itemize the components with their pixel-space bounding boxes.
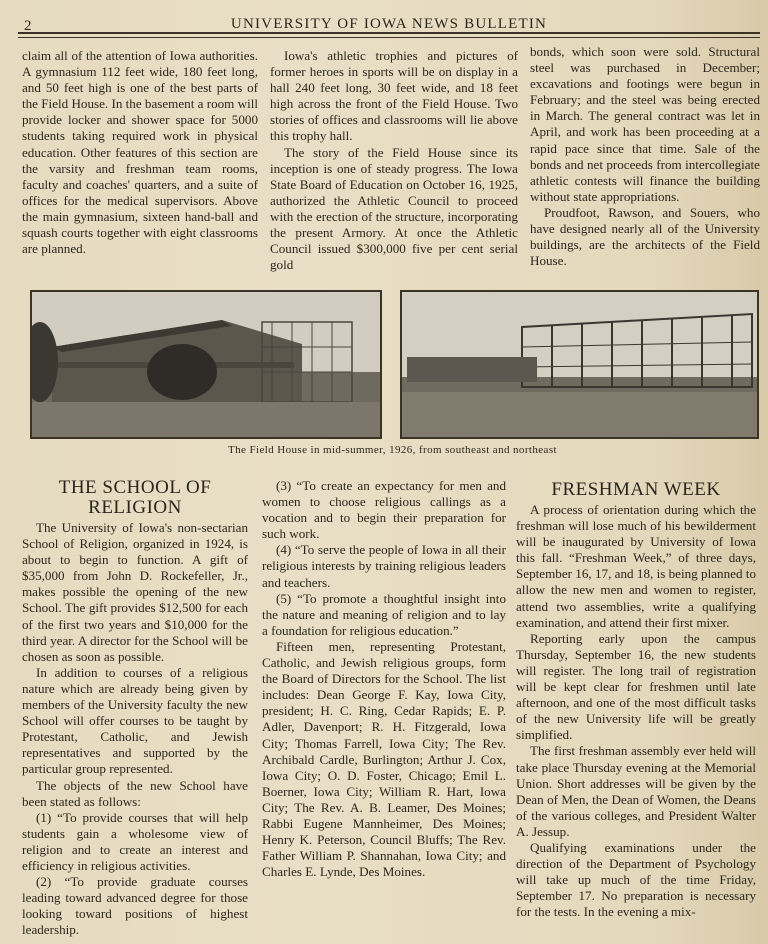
religion-column-1: [22, 478, 248, 938]
publication-title: UNIVERSITY OF IOWA NEWS BULLETIN: [230, 16, 548, 32]
field-house-column-1: [22, 48, 258, 257]
freshman-week-column: [516, 480, 756, 920]
paragraph: Iowa's athletic trophies and pictures of former heroes in sports will be on display in a hall 240 feet long, 30 feet wide, and 18 feet high across the front of the Field House. Two stories of offices and classrooms will lie above this trophy hall.: [270, 48, 518, 144]
religion-heading: THE SCHOOL OF RELIGION: [58, 477, 212, 518]
religion-column-2: [262, 478, 506, 880]
paragraph: (4) “To serve the people of Iowa in all their religious interests by training religious leaders and teachers.: [262, 542, 506, 590]
page-header: [18, 6, 760, 34]
paragraph: The University of Iowa's non-sectarian School of Religion, organized in 1924, is about to begin to function. A gift of $35,000 from John D. Rockefeller, Jr., makes possible the opening of the new School. The gift provides $12,500 for each of the first two years and $10,000 for the third year. A director for the School will be chosen as soon as possible.: [22, 520, 248, 664]
paragraph: bonds, which soon were sold. Structural steel was purchased in December; excavations and footings were begun in February; and the steel was being erected in March. The general contract was let in April, and work has been proceeding at a rapid pace since that time. Sale of the bonds and net proceeds from intercollegiate athletic contests will finance the building without state appropriations.: [530, 44, 760, 204]
field-house-photo-northeast: [400, 290, 759, 439]
header-rule: [18, 37, 760, 38]
field-house-column-2: [270, 48, 518, 273]
paragraph: Fifteen men, representing Protestant, Catholic, and Jewish religious groups, form the Board of Directors for the School. The list includes: Dean George F. Kay, Iowa City, president; H. C. Ring, Cedar Rapids; E. P. Adler, Davenport; R. H. Fitzgerald, Iowa City; Thomas Farrell, Iowa City; The Rev. Archibald Cardle, Burlington; Arthur J. Cox, Iowa City; O. D. Foster, Chicago; Emil L. Boerner, Iowa City; William R. Hart, Iowa City; The Rev. A. B. Leamer, Des Moines; Rabbi Eugene Mannheimer, Des Moines; Henry K. Peterson, Council Bluffs; The Rev. Father William P. Shannahan, Iowa City; and Charles E. Lynde, Des Moines.: [262, 638, 506, 880]
paragraph: A process of orientation during which the freshman will lose much of his bewilderment will be inaugurated by University of Iowa this fall. “Freshman Week,” of three days, September 16, 17, and 18, is being planned to allow the new men and women to register, attend two assemblies, write a qualifying examination, and attend their first mixer.: [516, 502, 756, 630]
paragraph: (1) “To provide courses that will help students gain a wholesome view of religion and to create an interest and efficiency in religious activities.: [22, 809, 248, 873]
paragraph: (3) “To create an expectancy for men and women to choose religious callings as a vocation and to begin their preparation for such work.: [262, 478, 506, 542]
freshman-heading: FRESHMAN WEEK: [551, 479, 721, 500]
paragraph: Proudfoot, Rawson, and Souers, who have designed nearly all of the University buildings, are the architects of the Field House.: [530, 204, 760, 269]
page-number: 2: [24, 18, 32, 34]
paragraph: (2) “To provide graduate courses leading toward advanced degree for those looking toward positions of highest leadership.: [22, 874, 248, 938]
paragraph: The first freshman assembly ever held will take place Thursday evening at the Memorial Union. Short addresses will be given by the Dean of Men, the Dean of Women, the Deans of the various colleges, and President Walter A. Jessup.: [516, 743, 756, 839]
paragraph: The objects of the new School have been stated as follows:: [22, 777, 248, 809]
field-house-photo-southeast: [30, 290, 382, 439]
paragraph: In addition to courses of a religious nature which are already being given by members of the University faculty the new School will offer courses to be taught by Protestant, Catholic, and Jewish representatives and supported by the particular group represented.: [22, 664, 248, 777]
photo-caption: The Field House in mid-summer, 1926, from southeast and northeast: [228, 444, 557, 456]
paragraph: The story of the Field House since its inception is one of steady progress. The Iowa State Board of Education on October 16, 1925, authorized the Athletic Council to proceed with the erection of the structure, incorporating the present Armory. At once the Athletic Council issued $300,000 five per cent serial gold: [270, 144, 518, 273]
paragraph: Reporting early upon the campus Thursday, September 16, the new students will register. The long trail of registration will be kept clear for freshmen until late afternoon, and one of the most difficult tasks of the new University life will be greatly simplified.: [516, 630, 756, 743]
field-house-column-3: [530, 44, 760, 269]
paragraph: claim all of the attention of Iowa authorities. A gymnasium 112 feet wide, 180 feet long, and 50 feet high is one of the best parts of the Field House. In the basement a room will provide locker and shower space for 5000 students taking required work in physical education. Other features of this section are the varsity and freshman team rooms, faculty and coaches' quarters, and a suite of offices for the medical supervisors. Above the main gymnasium, sixteen hand-ball and squash courts together with eight classrooms are planned.: [22, 48, 259, 257]
paragraph: (5) “To promote a thoughtful insight into the nature and meaning of religion and to lay a foundation for religious education.”: [262, 590, 506, 638]
paragraph: Qualifying examinations under the direction of the Department of Psychology will take up much of the time Friday, September 17. No preparation is necessary for the tests. In the evening a mix-: [516, 839, 756, 920]
